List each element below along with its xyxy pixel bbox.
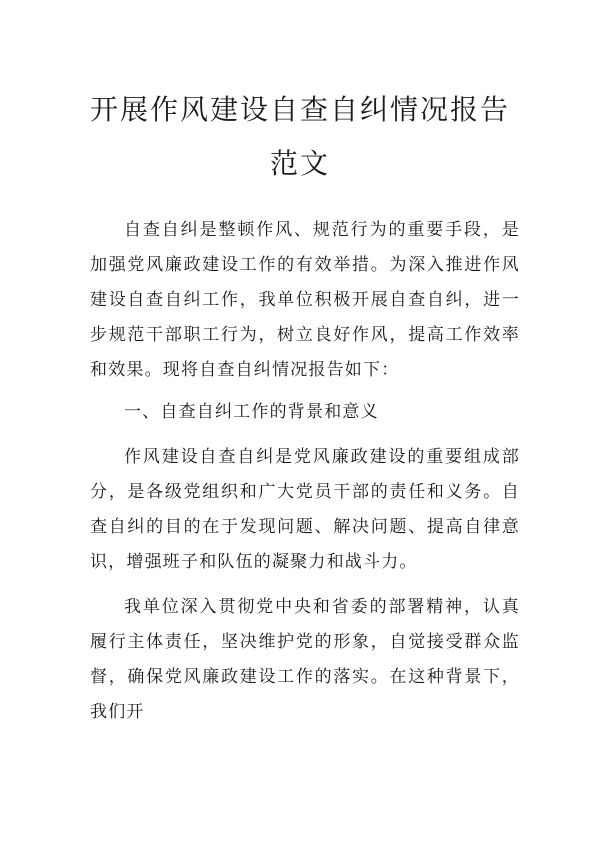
- section-heading-1: 一、自查自纠工作的背景和意义: [124, 402, 379, 422]
- paragraph-background: 作风建设自查自纠是党风廉政建设的重要组成部分，是各级党组织和广大党员干部的责任和义务。自查自纠的目的在于发现问题、解决问题、提高自律意识，增强班子和队伍的凝聚力和战斗力。: [90, 447, 520, 572]
- document-title-line2: 范文: [269, 147, 330, 180]
- document-title-line1: 开展作风建设自查自纠情况报告: [89, 93, 510, 126]
- paragraph-intro: 自查自纠是整顿作风、规范行为的重要手段，是加强党风廉政建设工作的有效举措。为深入推进作风建设自查自纠工作，我单位积极开展自查自纠，进一步规范干部职工行为，树立良好作风，提高工作效率和效果。现将自查自纠情况报告如下：: [90, 220, 520, 380]
- paragraph-implementation: 我单位深入贯彻党中央和省委的部署精神，认真履行主体责任，坚决维护党的形象，自觉接受群众监督，确保党风廉政建设工作的落实。在这种背景下，我们开: [90, 597, 520, 722]
